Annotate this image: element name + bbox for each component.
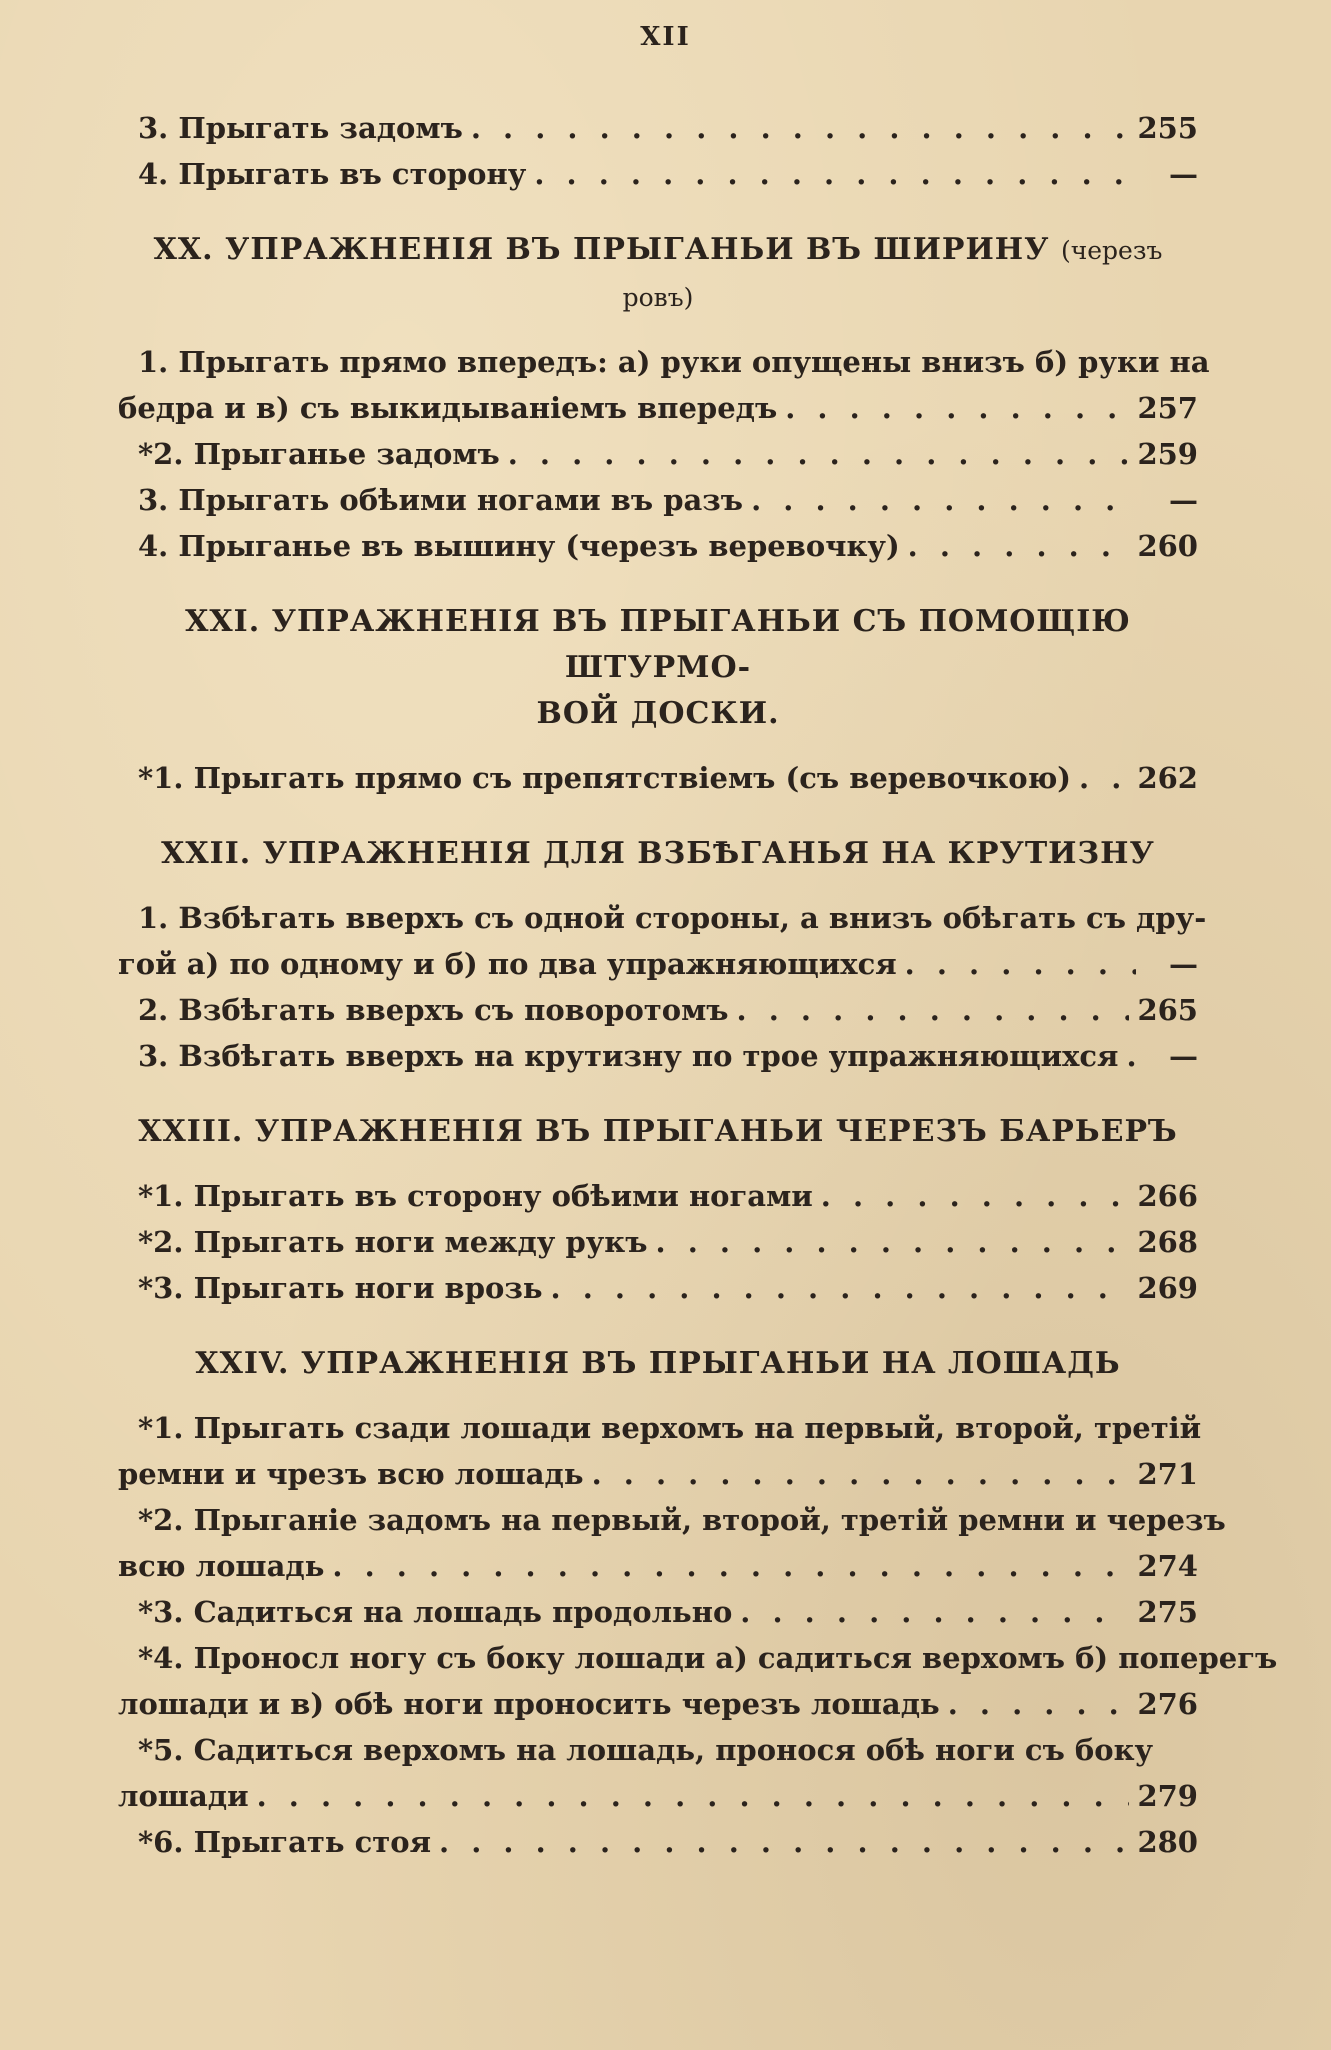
entry-number: *1. bbox=[138, 1179, 184, 1213]
entry-number: *3. bbox=[138, 1595, 184, 1629]
entry-page: 280 bbox=[1137, 1825, 1198, 1859]
entry-page: — bbox=[1169, 1039, 1198, 1073]
toc-entry-line bbox=[118, 339, 1210, 385]
toc-entry bbox=[118, 941, 1198, 987]
toc-entry bbox=[118, 1265, 1198, 1311]
entry-number: *1. bbox=[138, 1411, 184, 1445]
entry-page: 268 bbox=[1137, 1225, 1198, 1259]
toc-entry bbox=[118, 987, 1198, 1033]
toc-entry bbox=[118, 1819, 1198, 1865]
entry-page: 260 bbox=[1137, 529, 1198, 563]
entry-title: Прыганье задомъ bbox=[193, 437, 500, 471]
entry-continuation: ремни и чрезъ всю лошадь bbox=[118, 1457, 584, 1491]
toc-entry-line bbox=[118, 1497, 1226, 1543]
leader-dots bbox=[737, 987, 1130, 1033]
leader-dots bbox=[656, 1219, 1130, 1265]
leader-dots bbox=[948, 1681, 1130, 1727]
leader-dots bbox=[471, 105, 1130, 151]
entry-title: Взбѣгать вверхъ съ одной стороны, а внизъ обѣгать съ дру- bbox=[178, 901, 1207, 935]
toc-entry bbox=[118, 151, 1198, 197]
entry-number: *6. bbox=[138, 1825, 184, 1859]
entry-number: *4. bbox=[138, 1641, 184, 1675]
entry-number: *3. bbox=[138, 1271, 184, 1305]
section-heading: XXIV. УПРАЖНЕНІЯ ВЪ ПРЫГАНЬИ НА ЛОШАДЬ bbox=[195, 1346, 1121, 1381]
entry-title: Прыгать обѣими ногами въ разъ bbox=[178, 483, 744, 517]
entry-title: Прыгать сзади лошади верхомъ на первый, второй, третій bbox=[193, 1411, 1202, 1445]
entry-page: 265 bbox=[1137, 993, 1198, 1027]
leader-dots bbox=[1079, 755, 1129, 801]
entry-number: 1. bbox=[138, 901, 169, 935]
toc-entry-line bbox=[118, 1405, 1202, 1451]
toc-entry-line bbox=[118, 1635, 1278, 1681]
entry-page: 257 bbox=[1137, 391, 1198, 425]
heading-note: (черезъ ровъ) bbox=[622, 236, 1163, 312]
entry-title: Прыгать въ сторону обѣими ногами bbox=[193, 1179, 813, 1213]
leader-dots bbox=[1126, 1033, 1136, 1079]
entry-page: 255 bbox=[1137, 111, 1198, 145]
entry-page: 275 bbox=[1137, 1595, 1198, 1629]
entry-page: 259 bbox=[1137, 437, 1198, 471]
entry-continuation: лошади bbox=[118, 1779, 249, 1813]
entry-page: — bbox=[1169, 947, 1198, 981]
entry-title: Взбѣгать вверхъ на крутизну по трое упражняющихся bbox=[178, 1039, 1119, 1073]
entry-page: — bbox=[1169, 157, 1198, 191]
section-heading bbox=[118, 227, 1198, 321]
entry-number: 4. bbox=[138, 529, 169, 563]
entry-page: 276 bbox=[1137, 1687, 1198, 1721]
section-heading: XXII. УПРАЖНЕНІЯ ДЛЯ ВЗБѢГАНЬЯ НА КРУТИЗНУ bbox=[161, 836, 1155, 871]
section-heading: XXI. УПРАЖНЕНІЯ ВЪ ПРЫГАНЬИ СЪ ПОМОЩІЮ ШТУРМО- bbox=[185, 604, 1131, 685]
entry-continuation: лошади и в) обѣ ноги проносить черезъ лошадь bbox=[118, 1687, 940, 1721]
entry-number: *1. bbox=[138, 761, 184, 795]
toc-entry-line bbox=[118, 1727, 1198, 1773]
entry-number: 3. bbox=[138, 1039, 169, 1073]
entry-title: Прыгать ноги врозь bbox=[193, 1271, 543, 1305]
entry-continuation: всю лошадь bbox=[118, 1549, 325, 1583]
leader-dots bbox=[551, 1265, 1130, 1311]
leader-dots bbox=[751, 477, 1136, 523]
entry-number: 3. bbox=[138, 111, 169, 145]
entry-number: *2. bbox=[138, 1225, 184, 1259]
leader-dots bbox=[508, 431, 1130, 477]
entry-number: *2. bbox=[138, 437, 184, 471]
entry-title: Прыгать прямо съ препятствіемъ (съ веревочкою) bbox=[193, 761, 1072, 795]
entry-title: Садиться на лошадь продольно bbox=[193, 1595, 733, 1629]
entry-page: 262 bbox=[1137, 761, 1198, 795]
section-heading-line2: ВОЙ ДОСКИ. bbox=[536, 696, 780, 731]
toc-entry bbox=[118, 1543, 1198, 1589]
toc-entry bbox=[118, 1589, 1198, 1635]
entry-continuation: бедра и в) съ выкидываніемъ впередъ bbox=[118, 391, 778, 425]
toc-entry bbox=[118, 1033, 1198, 1079]
entry-page: 266 bbox=[1137, 1179, 1198, 1213]
entry-page: 269 bbox=[1137, 1271, 1198, 1305]
toc-entry bbox=[118, 1451, 1198, 1497]
entry-number: 1. bbox=[138, 345, 169, 379]
leader-dots bbox=[905, 941, 1136, 987]
toc-entry bbox=[118, 523, 1198, 569]
entry-number: *5. bbox=[138, 1733, 184, 1767]
leader-dots bbox=[592, 1451, 1130, 1497]
entry-page: — bbox=[1169, 483, 1198, 517]
entry-title: Садиться верхомъ на лошадь, пронося обѣ ноги съ боку bbox=[193, 1733, 1154, 1767]
toc-entry bbox=[118, 1219, 1198, 1265]
table-of-contents bbox=[118, 105, 1278, 1865]
toc-entry-line bbox=[118, 895, 1207, 941]
page-folio: XII bbox=[640, 22, 691, 52]
entry-title: Проносл ногу съ боку лошади а) садиться верхомъ б) поперегъ bbox=[193, 1641, 1278, 1675]
entry-title: Прыганіе задомъ на первый, второй, третій ремни и черезъ bbox=[193, 1503, 1226, 1537]
entry-page: 274 bbox=[1137, 1549, 1198, 1583]
entry-title: Взбѣгать вверхъ съ поворотомъ bbox=[178, 993, 729, 1027]
toc-entry bbox=[118, 1681, 1198, 1727]
leader-dots bbox=[785, 385, 1129, 431]
entry-number: 2. bbox=[138, 993, 169, 1027]
toc-entry bbox=[118, 1173, 1198, 1219]
leader-dots bbox=[908, 523, 1130, 569]
entry-title: Прыгать стоя bbox=[193, 1825, 431, 1859]
leader-dots bbox=[534, 151, 1136, 197]
toc-entry bbox=[118, 431, 1198, 477]
entry-title: Прыганье въ вышину (черезъ веревочку) bbox=[178, 529, 900, 563]
heading-text: XX. УПРАЖНЕНІЯ ВЪ ПРЫГАНЬИ ВЪ ШИРИНУ bbox=[153, 232, 1050, 267]
entry-number: 3. bbox=[138, 483, 169, 517]
toc-entry bbox=[118, 1773, 1198, 1819]
entry-number: 4. bbox=[138, 157, 169, 191]
entry-page: 271 bbox=[1137, 1457, 1198, 1491]
entry-page: 279 bbox=[1137, 1779, 1198, 1813]
entry-title: Прыгать прямо впередъ: а) руки опущены внизъ б) руки на bbox=[178, 345, 1210, 379]
entry-continuation: гой а) по одному и б) по два упражняющихся bbox=[118, 947, 897, 981]
entry-title: Прыгать въ сторону bbox=[178, 157, 527, 191]
section-heading: XXIII. УПРАЖНЕНІЯ ВЪ ПРЫГАНЬИ ЧЕРЕЗЪ БАРЬЕРЪ bbox=[138, 1114, 1178, 1149]
toc-entry bbox=[118, 385, 1198, 431]
entry-title: Прыгать задомъ bbox=[178, 111, 463, 145]
leader-dots bbox=[740, 1589, 1129, 1635]
toc-entry bbox=[118, 477, 1198, 523]
leader-dots bbox=[332, 1543, 1129, 1589]
toc-entry bbox=[118, 755, 1198, 801]
entry-title: Прыгать ноги между рукъ bbox=[193, 1225, 648, 1259]
entry-number: *2. bbox=[138, 1503, 184, 1537]
leader-dots bbox=[257, 1773, 1130, 1819]
leader-dots bbox=[821, 1173, 1130, 1219]
leader-dots bbox=[439, 1819, 1129, 1865]
toc-entry bbox=[118, 105, 1198, 151]
